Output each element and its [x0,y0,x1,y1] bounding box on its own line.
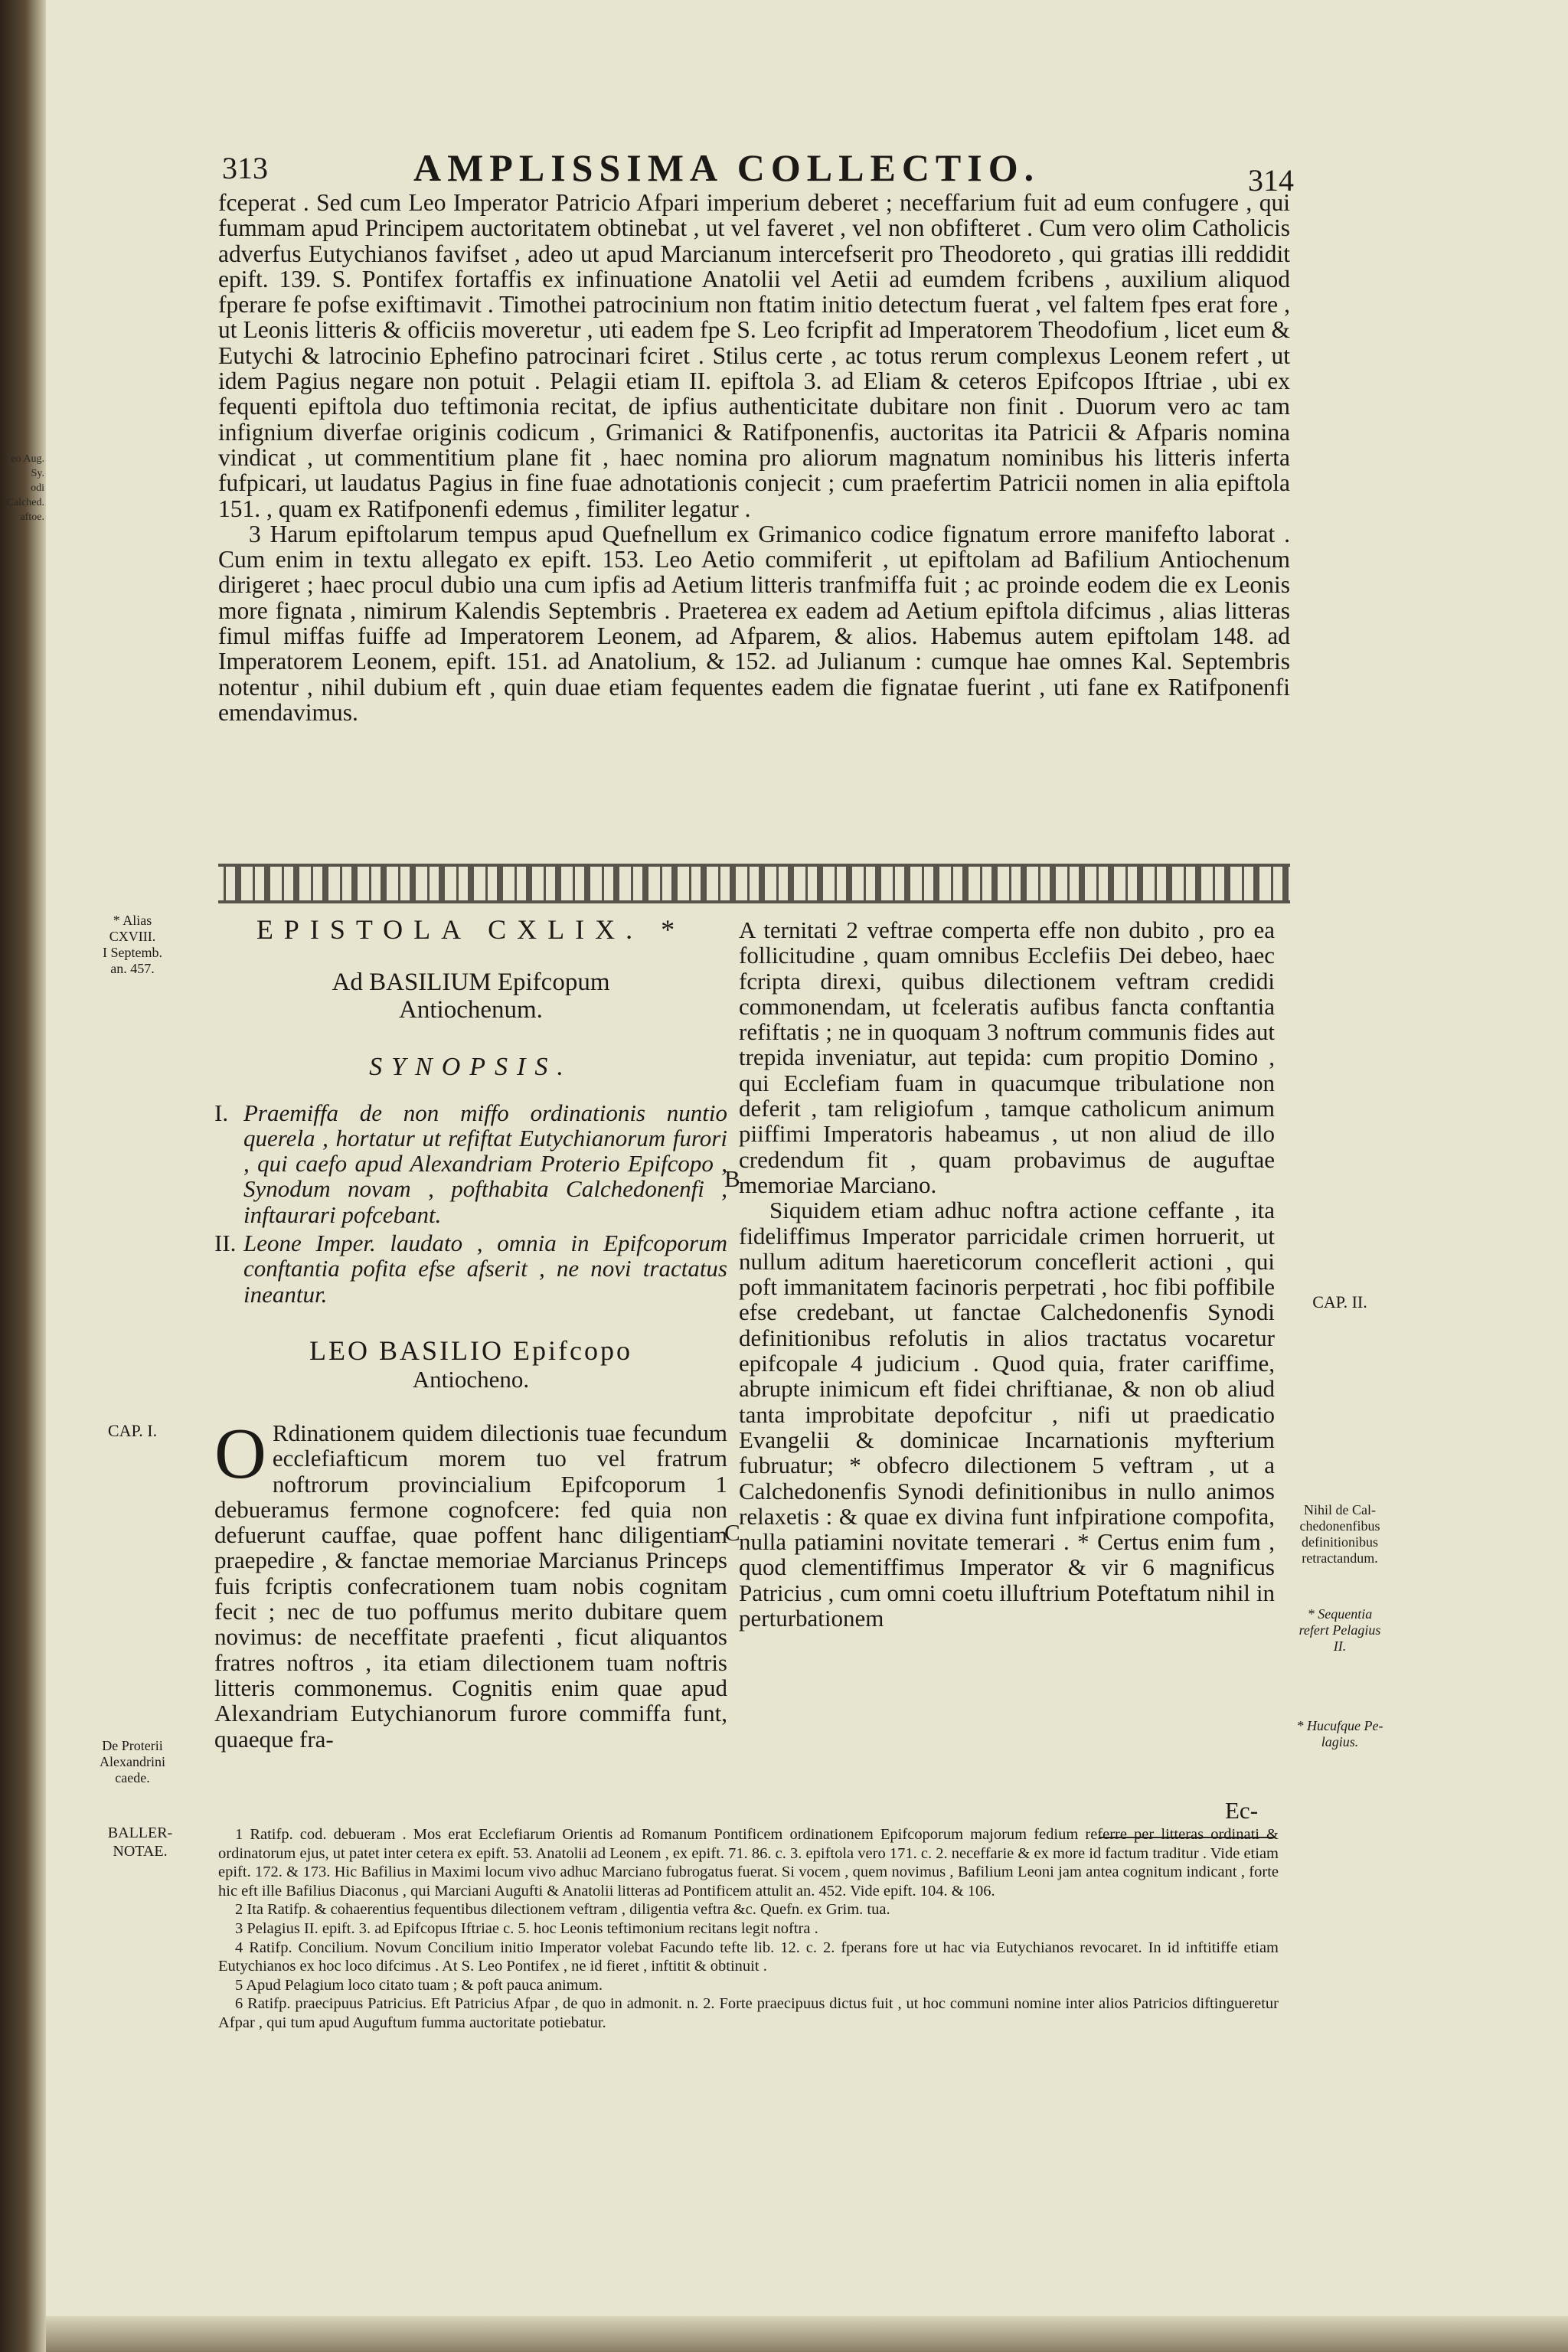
salutation-heading: LEO BASILIO Epifcopo Antiocheno. [309,1334,632,1393]
footnote: 5 Apud Pelagium loco citato tuam ; & poft pauca animum. [235,1976,603,1994]
footnote: 2 Ita Ratifp. & cohaerentius fequentibus dilectionem veftram , diligentia veftra &c. Quefn. ex Grim. tua. [235,1901,890,1919]
book-spine [0,0,46,2352]
synopsis-item: I. Praemiffa de non miffo ordinationis nuntio querela , hortatur ut refiftat Eutychianorum furori , qui caefo apud Alexandriam Proterio Epifcopo , Synodum novam , pofthabita Calchedonenfi , inftaurari pofcebant. [214,1099,727,1228]
footnote-label: BALLER- NOTAE. [107,1824,173,1860]
decorative-ornament-band [218,864,1290,903]
margin-note-sequentia: * Sequentia refert Pelagius II. [1298,1606,1381,1654]
catchword: Ec- [1225,1797,1259,1824]
margin-note-cap-2: CAP. II. [1312,1292,1367,1312]
running-title: AMPLISSIMA COLLECTIO. [413,146,1040,189]
footnote: 3 Pelagius II. epift. 3. ad Epifcopus Iftriae c. 5. hoc Leonis teftimonium recitans legit noftra . [235,1919,818,1937]
margin-note-nihil: Nihil de Cal- chedonenfibus definitionibus retractandum. [1299,1502,1380,1566]
epistle-left-body: O Rdinationem quidem dilectionis tuae fecundum ecclefiafticum morem tuo vel fratrum noftrorum provincialium Epifcoporum 1 debueramus fermone cognofcere: fed quia non defuerunt cauffae, quae poffent hanc diligentiam praepedire , & fanctae memoriae Marcianus Princeps fuis fcriptis confecrationem tuam nobis cognitam fecit ; nec de tuo poffumus merito dubitare quem novimus: de neceffitate praefenti , ficut aliquantos fratres noftros , ita etiam dilectionem tuam noftris litteris commonemus. Cognitis enim quae apud Alexandriam Eutychianorum furore commiffa funt, quaeque fra- [214,1413,727,1753]
page-edge-shadow [46,2316,1568,2352]
intro-paragraph: fceperat . Sed cum Leo Imperator Patricio Afpari imperium deberet ; neceffarium fuit ad eum confugere , qui fummam apud Principem auctoritatem obtinebat , ut vel faveret , vel non obfifteret . Cum vero olim Catholicis adverfus Eutychianos favifset , adeo ut apud Marcianum intercefserit pro Theodoreto , qui gratias illi reddidit epift. 139. S. Pontifex fortaffis ex infinuatione Anatolii vel Aetii ad eumdem fcribens , auxilium aliquod fperare fe pofse exiftimavit . Timothei patrocinium non ftatim initio detectum fuerat , vel faltem fpes erat fore , ut Leonis litteris & officiis moveretur , uti eadem fpe S. Leo fcripfit ad Imperatorem Theodofium , licet eum & Eutychi & latrocinio Ephefino patrocinari fciret . Stilus certe , ac totus rerum complexus Leonem refert , ut idem Pagius negare non potuit . Pelagii etiam II. epiftola 3. ad Eliam & ceteros Epifcopos Iftriae , ubi ex fequenti epiftola duo teftimonia recitat, de ipfius authenticitate dubitare non finit . Duorum vero ac tam infignium diverfae originis codicum , Grimanici & Ratifponenfis, auctoritas ita Patricii & Afparis nomina vindicat , ut commentitium plane fit , haec nomina pro aliorum magnatum nominibus his litteris inferta fufpicari, ut laudatus Pagius in fine fuae adnotationis conjecit ; cum praefertim Patricii nomen in alia epiftola 151. , quam ex Ratifponenfi edemus , fimiliter legatur . [218,189,1290,522]
column-marker-c: C [724,1519,740,1546]
page-number-right: 314 [1248,163,1294,198]
facing-page-fragment: eo Aug. Sy. odi Calched. aftoe. [6,453,44,521]
epistle-right-column [739,917,1275,1631]
synopsis-item: II. Leone Imper. laudato , omnia in Epifcoporum conftantia pofita efse afserit , ne novi tractatus ineantur. [214,1230,727,1308]
footnotes [218,1825,1279,2033]
footnote: 1 Ratifp. cod. debueram . Mos erat Ecclefiarum Orientis ad Romanum Pontificem ordinationem Epifcoporum majorum fedium referre per litteras ordinati & ordinatorum ejus, ut patet inter cetera ex epift. 53. Anatolii ad Leonem , ex epift. 71. 86. c. 3. epiftola vero 171. c. 2. neceffarie & ex more id factum traditur . Vide etiam epift. 172. & 173. Hic Bafilius in Maximi locum vivo adhuc Marciano fubrogatus fuerat. Si vocem , quem novimus , Bafilium Leoni jam antea cognitum indicant , forte hic eft ille Bafilius Diaconus , qui Marciani Augufti & Anatolii litteras ad Pontificem attulit an. 452. Vide epift. 104. & 106. [218,1826,1279,1900]
intro-text [218,190,1290,725]
margin-note-cap-1: CAP. I. [107,1421,158,1440]
epistle-title: EPISTOLA CXLIX. * [256,914,686,945]
intro-paragraph: 3 Harum epiftolarum tempus apud Quefnellum ex Grimanico codice fignatum errore manifefto laborat . Cum enim in textu allegato ex epift. 153. Leo Aetio commiferit , ut epiftolam ad Bafilium Antiochenum dirigeret ; haec procul dubio una cum ipfis ad Aetium litteris tranfmiffa fuit ; ac proinde eodem die ex Leonis more fignata , nimirum Kalendis Septembris . Praeterea ex eadem ad Aetium epiftola difcimus , alias litteras fimul miffas fuiffe ad Imperatorem Leonem, ad Afparem, & alios. Habemus autem epiftolam 148. ad Imperatorem Leonem, epift. 151. ad Anatolium, & 152. ad Julianum : cumque hae omnes Kal. Septembris notentur , nihil dubium eft , quin duae etiam fequentes eadem die fignatae fuerint , uti fane ex Ratifponenfi emendavimus. [218,520,1290,726]
synopsis-heading: SYNOPSIS. [369,1053,573,1082]
margin-note-hucufque: * Hucufque Pe- lagius. [1296,1718,1383,1749]
epistle-left-column [214,910,727,1752]
epistle-address: Ad BASILIUM Epifcopum Antiochenum. [332,969,610,1024]
running-header [222,145,1294,198]
margin-note-alias: * Alias CXVIII. I Septemb. an. 457. [103,913,162,976]
column-marker-b: B [724,1165,740,1192]
drop-cap: O [214,1413,266,1494]
page-number-left: 313 [222,151,268,185]
margin-note-proterii: De Proterii Alexandrini caede. [100,1738,165,1785]
footnote: 6 Ratifp. praecipuus Patricius. Eft Patricius Afpar , de quo in admonit. n. 2. Forte praecipuus dictus fuit , ut hoc communi nomine inter alios Patricios diftingueretur Afpar , qui tum apud Auguftum fumma auctoritate potiebatur. [218,1995,1279,2031]
epistle-right-body-2: Siquidem etiam adhuc noftra actione ceffante , ita fideliffimus Imperator parricidale crimen horruerit, ut nullum aditum haereticorum conceflerit actioni , qui poft immanitatem facinoris perpetrati , hoc fibi poffibile efse credebant, ut fanctae Calchedonenfis Synodi definitionibus refolutis in alios tractatus vocaretur epifcopale 4 judicium . Quod quia, frater cariffime, abrupte inimicum eft fidei chriftianae, & non ob aliud tanta improbitate depofcitur , nifi ut praedicatio Evangelii & dominicae Incarnationis myfterium fubruatur; * obfecro dilectionem 5 veftram , ut a Calchedonenfis Synodi definitionibus in nullo animos relaxetis : & quae ex divina funt infpiratione compofita, nulla patiamini novitate temerari . * Certus enim fum , quod clementiffimus Imperator & vir 6 magnificus Patricius , cum omni coetu illuftrium Poteftatum nihil in perturbationem [739,1197,1275,1632]
epistle-right-body-1: A ternitati 2 veftrae comperta effe non dubito , pro ea follicitudine , quam omnibus Ecclefiis Dei debeo, haec fcripta direxi, quibus dilectionem veftram credidi commonendam, ut fceleratis aufibus fancta conftantia refiftatis ; ne in quoquam 3 noftrum communis fides aut trepida inveniatur, aut tepida: cum propitio Domino , qui Ecclefiam fuam in quacumque tribulatione non deferit , tam religiofum , tamque catholicum animum piiffimi Imperatoris habeamus , ut non aliud de illo credendum fit , quam probavimus de auguftae memoriae Marciano. [739,916,1276,1198]
footnote: 4 Ratifp. Concilium. Novum Concilium initio Imperator volebat Facundo tefte lib. 12. c. 2. fperans fore ut hac via Eutychianos revocaret. In id inftitiffe etiam Eutychianos ex hoc loco difcimus . At S. Leo Pontifex , ne id fieret , inftitit & obtinuit . [218,1939,1279,1975]
